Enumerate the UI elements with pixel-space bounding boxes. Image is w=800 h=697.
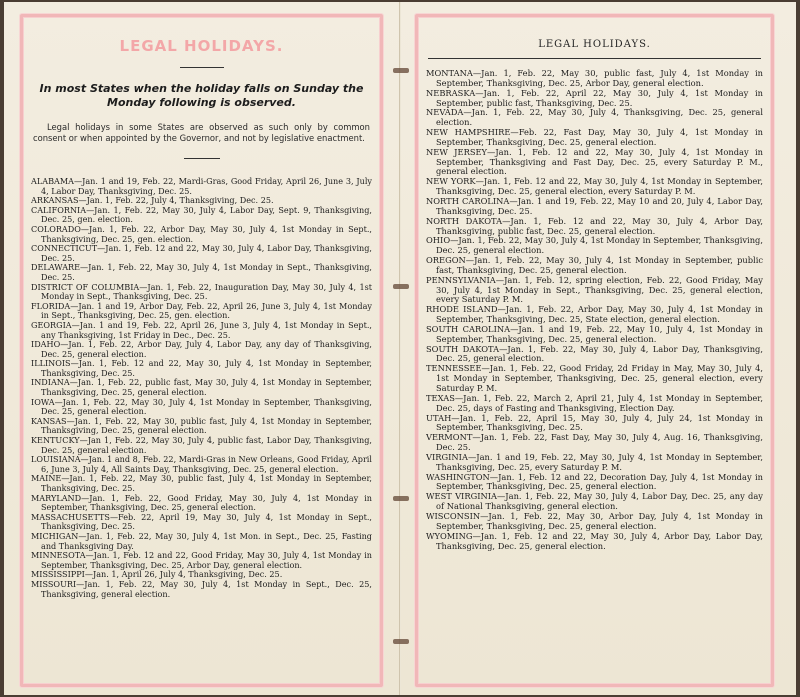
left-state-list [31, 177, 372, 599]
left-page-title: LEGAL HOLIDAYS. [119, 37, 284, 55]
state-entry: SOUTH DAKOTA—Jan. 1, Feb. 22, May 30, July 4, Labor Day, Thanksgiving, Dec. 25, general election. [426, 343, 763, 364]
state-entry: CONNECTICUT—Jan. 1, Feb. 12 and 22, May 30, July 4, Labor Day, Thanksgiving, Dec. 25. [31, 243, 372, 263]
state-entry: LOUISIANA—Jan. 1 and 8, Feb. 22, Mardi-Gras in New Orleans, Good Friday, April 6, June 3, July 4, All Saints Day, Thanksgiving, Dec. 25, general election. [31, 454, 372, 474]
section-divider [184, 158, 220, 159]
binding-staple [393, 639, 409, 644]
booklet-spread [4, 2, 796, 695]
state-entry: NORTH CAROLINA—Jan. 1 and 19, Feb. 22, May 10 and 20, July 4, Labor Day, Thanksgiving, Dec. 25. [426, 195, 763, 216]
state-entry: DISTRICT OF COLUMBIA—Jan. 1, Feb. 22, Inauguration Day, May 30, July 4, 1st Monday in Sept., Thanksgiving, Dec. 25. [31, 281, 372, 302]
right-page [401, 2, 796, 695]
state-entry: IOWA—Jan. 1, Feb. 22, May 30, July 4, 1st Monday in September, Thanksgiving, Dec. 25, general election. [31, 396, 372, 417]
state-entry: DELAWARE—Jan. 1, Feb. 22, May 30, July 4, 1st Monday in Sept., Thanksgiving, Dec. 25. [31, 262, 372, 282]
left-page [4, 2, 400, 695]
state-entry: WYOMING—Jan. 1, Feb. 12 and 22, May 30, July 4, Arbor Day, Labor Day, Thanksgiving, Dec. 25, general election. [426, 530, 763, 551]
right-page-content [426, 23, 763, 678]
state-entry: NEVADA—Jan. 1, Feb. 22, May 30, July 4, Thanksgiving, Dec. 25, general election. [426, 107, 763, 128]
state-entry: NEBRASKA—Jan. 1, Feb. 22, April 22, May 30, July 4, 1st Monday in September, public fast, Thanksgiving, Dec. 25. [426, 87, 763, 108]
state-entry: INDIANA—Jan. 1, Feb. 22, public fast, May 30, July 4, 1st Monday in September, Thanksgiving, Dec. 25, general election. [31, 377, 372, 398]
state-entry: TENNESSEE—Jan. 1, Feb. 22, Good Friday, 2d Friday in May, May 30, July 4, 1st Monday in September, Thanksgiving, Dec. 25, general election, every Saturday P. M. [426, 363, 763, 393]
state-entry: MISSOURI—Jan. 1, Feb. 22, May 30, July 4, 1st Monday in Sept., Dec. 25, Thanksgiving, general election. [31, 578, 372, 599]
state-entry: UTAH—Jan. 1, Feb. 22, April 15, May 30, July 4, July 24, 1st Monday in September, Thanksgiving, Dec. 25. [426, 412, 763, 433]
binding-staple [393, 496, 409, 501]
state-entry: FLORIDA—Jan. 1 and 19, Arbor Day, Feb. 22, April 26, June 3, July 4, 1st Monday in Sept., Thanksgiving, Dec. 25, gen. election. [31, 300, 372, 321]
state-entry: VERMONT—Jan. 1, Feb. 22, Fast Day, May 30, July 4, Aug. 16, Thanksgiving, Dec. 25. [426, 432, 763, 453]
state-entry: RHODE ISLAND—Jan. 1, Feb. 22, Arbor Day, May 30, July 4, 1st Monday in September, Thanksgiving, Dec. 25, State election, general election. [426, 304, 763, 325]
state-entry: MICHIGAN—Jan. 1, Feb. 22, May 30, July 4, 1st Mon. in Sept., Dec. 25, Fasting and Thanksgiving Day. [31, 530, 372, 551]
state-entry: MINNESOTA—Jan. 1, Feb. 12 and 22, Good Friday, May 30, July 4, 1st Monday in September, Thanksgiving, Dec. 25, Arbor Day, general election. [31, 550, 372, 570]
state-entry: WISCONSIN—Jan. 1, Feb. 22, May 30, Arbor Day, July 4, 1st Monday in September, Thanksgiving, Dec. 25, general election. [426, 510, 763, 531]
state-entry: OREGON—Jan. 1, Feb. 22, May 30, July 4, 1st Monday in September, public fast, Thanksgiving, Dec. 25, general election. [426, 255, 763, 275]
title-divider [180, 67, 224, 68]
state-entry: NEW HAMPSHIRE—Feb. 22, Fast Day, May 30, July 4, 1st Monday in September, Thanksgiving, Dec. 25, general election. [426, 127, 763, 147]
state-entry: MASSACHUSETTS—Feb. 22, April 19, May 30, July 4, 1st Monday in Sept., Thanksgiving, Dec. 25. [31, 511, 372, 532]
state-entry: VIRGINIA—Jan. 1 and 19, Feb. 22, May 30, July 4, 1st Monday in September, Thanksgiving, Dec. 25, every Saturday P. M. [426, 451, 763, 472]
right-page-title: LEGAL HOLIDAYS. [538, 39, 651, 50]
state-entry: GEORGIA—Jan. 1 and 19, Feb. 22, April 26, June 3, July 4, 1st Monday in Sept., any Thanksgiving, 1st Friday in Dec., Dec. 25. [31, 319, 372, 340]
state-entry: ALABAMA—Jan. 1 and 19, Feb. 22, Mardi-Gras, Good Friday, April 26, June 3, July 4, Labor Day, Thanksgiving, Dec. 25. [31, 176, 372, 196]
state-entry: KENTUCKY—Jan 1, Feb. 22, May 30, July 4, public fast, Labor Day, Thanksgiving, Dec. 25, general election. [31, 435, 372, 455]
left-page-content [31, 23, 372, 678]
custom-observance-note: Legal holidays in some States are observed as such only by common consent or when appointed by the Governor, and not by legislative enactment. [33, 122, 370, 143]
state-entry: MARYLAND—Jan. 1, Feb. 22, Good Friday, May 30, July 4, 1st Monday in September, Thanksgiving, Dec. 25, general election. [31, 492, 372, 513]
left-page-frame [20, 14, 383, 687]
state-entry: NEW JERSEY—Jan. 1, Feb. 12 and 22, May 30, July 4, 1st Monday in September, Thanksgiving and Fast Day, Dec. 25, every Saturday P. M., general election. [426, 146, 763, 177]
state-entry: IDAHO—Jan. 1, Feb. 22, Arbor Day, July 4, Labor Day, any day of Thanksgiving, Dec. 25, general election. [31, 339, 372, 359]
binding-staple [393, 68, 409, 73]
state-entry: WASHINGTON—Jan. 1, Feb. 12 and 22, Decoration Day, July 4, 1st Monday in September, Thanksgiving, Dec. 25, general election. [426, 471, 763, 492]
state-entry: MISSISSIPPI—Jan. 1, April 26, July 4, Thanksgiving, Dec. 25. [31, 569, 283, 580]
state-entry: WEST VIRGINIA—Jan. 1, Feb. 22, May 30, July 4, Labor Day, Dec. 25, any day of National Thanksgiving, general election. [426, 491, 763, 512]
state-entry: ILLINOIS—Jan. 1, Feb. 12 and 22, May 30, July 4, 1st Monday in September, Thanksgiving, Dec. 25. [31, 358, 372, 378]
state-entry: MAINE—Jan. 1, Feb. 22, May 30, public fast, July 4, 1st Monday in September, Thanksgiving, Dec. 25. [31, 473, 372, 493]
right-state-list [426, 69, 763, 551]
state-entry: KANSAS—Jan. 1, Feb. 22, May 30, public fast, July 4, 1st Monday in September, Thanksgiving, Dec. 25, general election. [31, 415, 372, 436]
state-entry: CALIFORNIA—Jan. 1, Feb. 22, May 30, July 4, Labor Day, Sept. 9, Thanksgiving, Dec. 25, gen. election. [31, 204, 372, 225]
state-entry: NORTH DAKOTA—Jan. 1, Feb. 12 and 22, May 30, July 4, Arbor Day, Thanksgiving, public fast, Dec. 25, general election. [426, 215, 763, 236]
state-entry: COLORADO—Jan. 1, Feb. 22, Arbor Day, May 30, July 4, 1st Monday in Sept., Thanksgiving, Dec. 25, gen. election. [31, 223, 372, 244]
header-rule [428, 58, 761, 59]
right-page-frame [415, 14, 774, 687]
state-entry: PENNSYLVANIA—Jan. 1, Feb. 12, spring election, Feb. 22, Good Friday, May 30, July 4, 1st Monday in Sept., Thanksgiving, Dec. 25, general election, every Saturday P. M. [426, 274, 763, 305]
state-entry: TEXAS—Jan. 1, Feb. 22, March 2, April 21, July 4, 1st Monday in September, Dec. 25, days of Fasting and Thanksgiving, Election Day. [426, 392, 763, 413]
state-entry: NEW YORK—Jan. 1, Feb. 12 and 22, May 30, July 4, 1st Monday in September, Thanksgiving, Dec. 25, general election, every Saturday P. M. [426, 176, 763, 197]
binding-staple [393, 284, 409, 289]
sunday-rule-note: In most States when the holiday falls on Sunday the Monday following is observed. [39, 82, 364, 109]
state-entry: ARKANSAS—Jan. 1, Feb. 22, July 4, Thanksgiving, Dec. 25. [31, 195, 274, 206]
state-entry: MONTANA—Jan. 1, Feb. 22, May 30, public fast, July 4, 1st Monday in September, Thanksgiving, Dec. 25, Arbor Day, general election. [426, 68, 763, 88]
state-entry: OHIO—Jan. 1, Feb. 22, May 30, July 4, 1st Monday in September, Thanksgiving, Dec. 25, general election. [426, 235, 763, 256]
state-entry: SOUTH CAROLINA—Jan. 1 and 19, Feb. 22, May 10, July 4, 1st Monday in September, Thanksgiving, Dec. 25, general election. [426, 323, 763, 344]
